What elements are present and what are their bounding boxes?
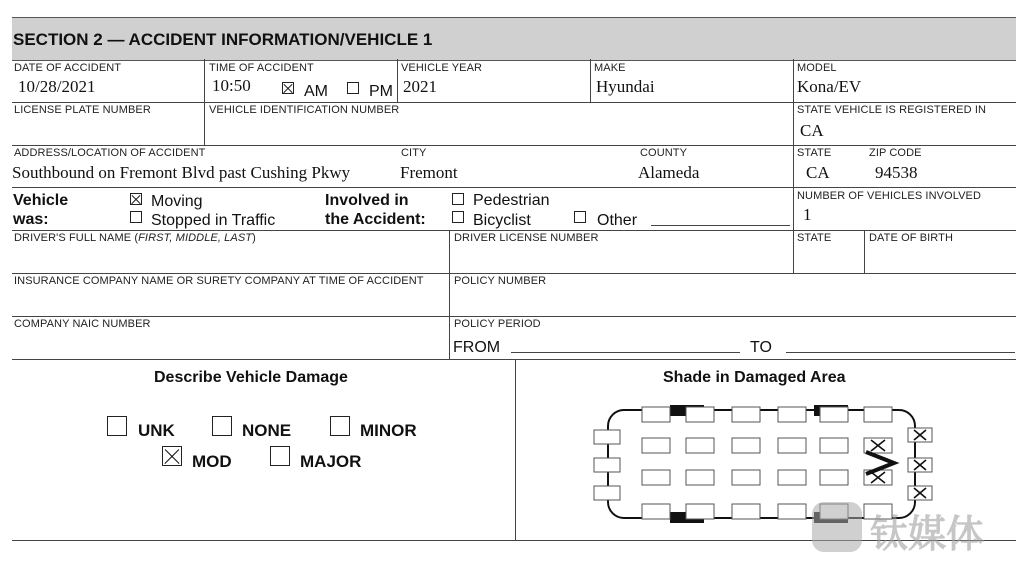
moving-label: Moving [151,193,203,210]
driver-name-label: DRIVER'S FULL NAME (FIRST, MIDDLE, LAST) [14,232,256,244]
panel-mid2-5[interactable] [820,470,848,485]
plate-label: LICENSE PLATE NUMBER [14,104,151,116]
am-checkbox[interactable] [282,82,294,94]
moving-checkbox[interactable] [130,193,142,205]
none-label: NONE [242,421,292,440]
date-label: DATE OF ACCIDENT [14,62,122,74]
minor-label: MINOR [360,421,417,440]
county-label: COUNTY [640,147,688,159]
major-checkbox[interactable] [270,446,290,466]
panel-mid2-2[interactable] [686,470,714,485]
state-label: STATE [797,147,832,159]
mod-checkbox[interactable] [162,446,182,466]
state-registered-label: STATE VEHICLE IS REGISTERED IN [797,104,987,116]
to-input-line[interactable] [786,352,1015,353]
state-field[interactable]: CA [806,163,830,182]
major-label: MAJOR [300,452,362,471]
panel-mid1-1[interactable] [642,438,670,453]
policy-period-label: POLICY PERIOD [454,318,541,330]
involved-label-2: the Accident: [325,211,426,228]
involved-label: Involved in [325,192,409,209]
panel-bottom-4[interactable] [778,504,806,519]
panel-bottom-2[interactable] [686,504,714,519]
panel-mid1-2[interactable] [686,438,714,453]
bicyclist-label: Bicyclist [473,212,531,229]
vehicle-was-label: Vehicle [13,192,69,209]
dob-label: DATE OF BIRTH [869,232,954,244]
shade-title: Shade in Damaged Area [663,369,846,386]
damage-title: Describe Vehicle Damage [154,369,348,386]
panel-mid1-3[interactable] [732,438,760,453]
from-label: FROM [453,339,501,356]
driver-license-label: DRIVER LICENSE NUMBER [454,232,599,244]
time-field[interactable]: 10:50 [212,76,251,95]
driver-state-label: STATE [797,232,832,244]
panel-bottom-3[interactable] [732,504,760,519]
make-label: MAKE [594,62,626,74]
panel-left-3[interactable] [594,486,620,500]
panel-mid2-3[interactable] [732,470,760,485]
to-label: TO [750,339,772,356]
panel-top-3[interactable] [732,407,760,422]
county-field[interactable]: Alameda [638,163,700,182]
from-input-line[interactable] [511,352,740,353]
vehicle-outline [608,410,915,518]
unk-checkbox[interactable] [107,416,127,436]
model-field[interactable]: Kona/EV [797,77,862,96]
insurance-label: INSURANCE COMPANY NAME OR SURETY COMPANY AT TIME OF ACCIDENT [14,275,424,287]
panel-top-2[interactable] [686,407,714,422]
panel-mid1-4[interactable] [778,438,806,453]
address-field[interactable]: Southbound on Fremont Blvd past Cushing Pkwy [12,163,351,182]
policy-number-label: POLICY NUMBER [454,275,547,287]
panel-top-6[interactable] [864,407,892,422]
zip-field[interactable]: 94538 [875,163,918,182]
num-vehicles-field[interactable]: 1 [803,205,812,224]
year-label: VEHICLE YEAR [401,62,483,74]
panel-mid1-5[interactable] [820,438,848,453]
panel-bottom-1[interactable] [642,504,670,519]
make-field[interactable]: Hyundai [596,77,655,96]
watermark-logo-icon [812,502,862,552]
vehicle-was-label-2: was: [13,211,49,228]
num-vehicles-label: NUMBER OF VEHICLES INVOLVED [797,190,982,202]
panel-left-2[interactable] [594,458,620,472]
panel-top-5[interactable] [820,407,848,422]
naic-label: COMPANY NAIC NUMBER [14,318,151,330]
bicyclist-checkbox[interactable] [452,211,464,223]
pm-label: PM [369,83,393,100]
other-label: Other [597,212,638,229]
pm-checkbox[interactable] [347,82,359,94]
city-field[interactable]: Fremont [400,163,458,182]
panel-top-4[interactable] [778,407,806,422]
date-field[interactable]: 10/28/2021 [18,77,96,96]
state-registered-field[interactable]: CA [800,121,824,140]
minor-checkbox[interactable] [330,416,350,436]
panel-left-1[interactable] [594,430,620,444]
pedestrian-checkbox[interactable] [452,193,464,205]
mod-label: MOD [192,452,232,471]
city-label: CITY [401,147,427,159]
none-checkbox[interactable] [212,416,232,436]
other-input-line[interactable] [651,225,790,226]
unk-label: UNK [138,421,175,440]
year-field[interactable]: 2021 [403,77,437,96]
panel-top-1[interactable] [642,407,670,422]
watermark-text: 钛媒体 [870,512,985,556]
panel-mid2-1[interactable] [642,470,670,485]
panel-mid2-4[interactable] [778,470,806,485]
address-label: ADDRESS/LOCATION OF ACCIDENT [14,147,206,159]
am-label: AM [304,83,328,100]
pedestrian-label: Pedestrian [473,192,550,209]
model-label: MODEL [797,62,837,74]
stopped-label: Stopped in Traffic [151,212,276,229]
stopped-checkbox[interactable] [130,211,142,223]
section-title: SECTION 2 — ACCIDENT INFORMATION/VEHICLE 1 [13,30,433,49]
time-label: TIME OF ACCIDENT [209,62,314,74]
zip-label: ZIP CODE [869,147,922,159]
vin-label: VEHICLE IDENTIFICATION NUMBER [209,104,400,116]
other-checkbox[interactable] [574,211,586,223]
